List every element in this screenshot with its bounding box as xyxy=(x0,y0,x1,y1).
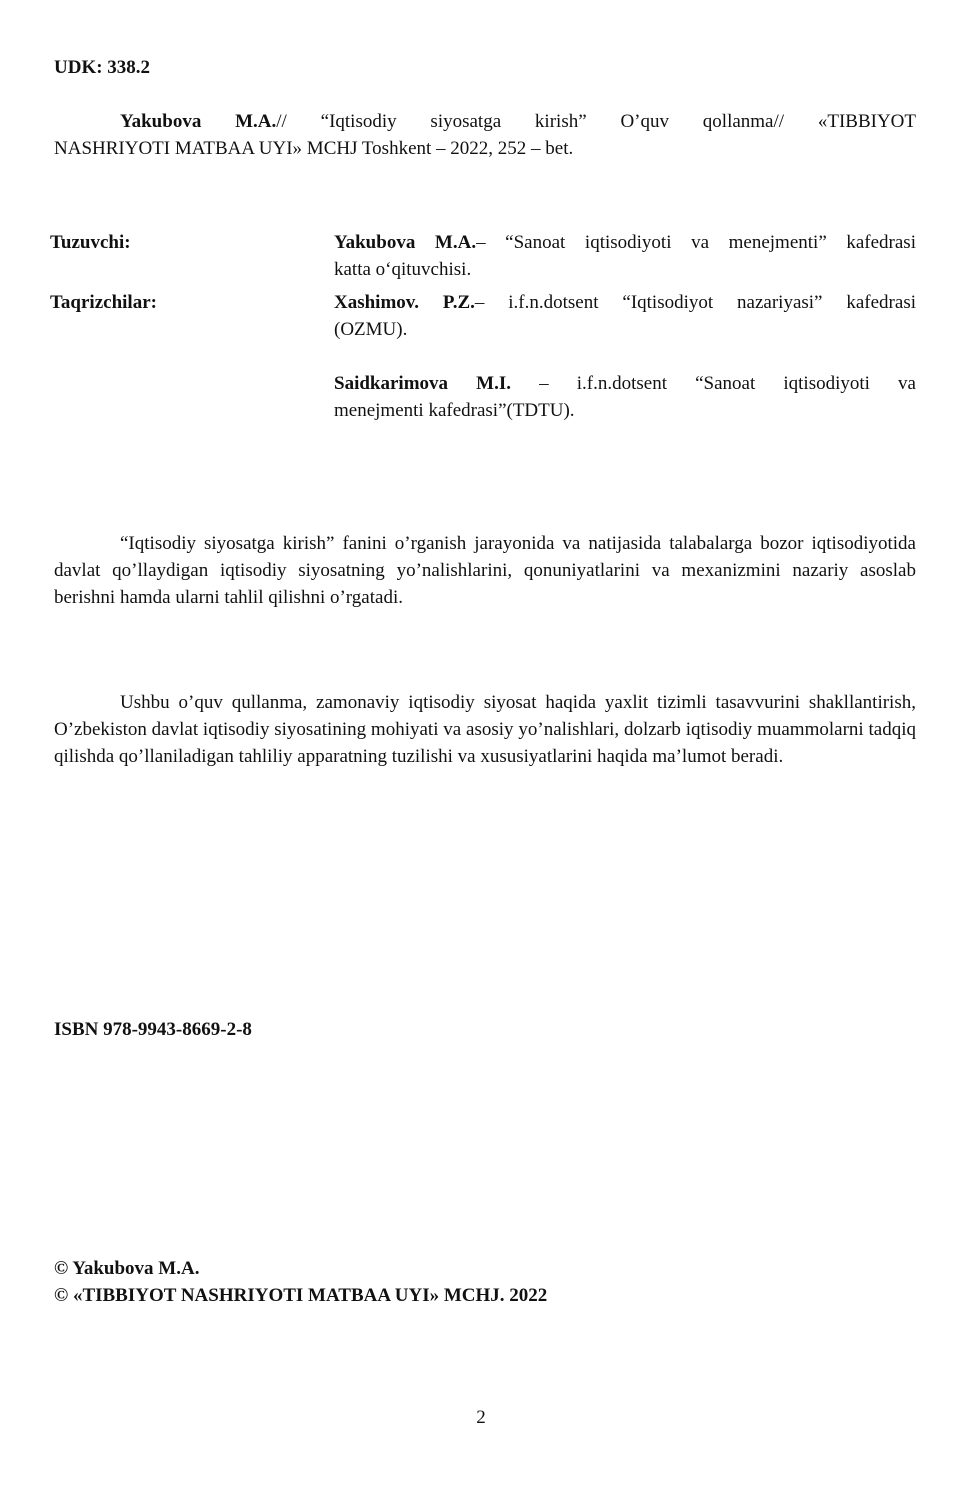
citation-line-2: NASHRIYOTI MATBAA UYI» MCHJ Toshkent – 2022, 252 – bet. xyxy=(54,138,574,159)
reviewer-2-name: Saidkarimova M.I. xyxy=(334,373,511,394)
compiler-name: Yakubova M.A. xyxy=(334,232,477,253)
reviewer-entry-2 xyxy=(334,370,916,424)
bibliographic-citation xyxy=(54,108,916,162)
citation-author: Yakubova M.A. xyxy=(120,111,277,132)
reviewer-1-affiliation: – i.f.n.dotsent “Iqtisodiyot nazariyasi” kafedrasi xyxy=(474,292,916,313)
copyright-author: © Yakubova M.A. xyxy=(54,1258,200,1279)
compiler-position: katta o‘qituvchisi. xyxy=(334,259,472,280)
citation-title: // “Iqtisodiy siyosatga kirish” O’quv qollanma// «TIBBIYOT xyxy=(276,111,916,132)
page-number: 2 xyxy=(476,1407,486,1428)
reviewer-2-affiliation: – i.f.n.dotsent “Sanoat iqtisodiyoti va xyxy=(510,373,916,394)
reviewer-1-name: Xashimov. P.Z. xyxy=(334,292,475,313)
compiler-affiliation: – “Sanoat iqtisodiyoti va menejmenti” kafedrasi xyxy=(476,232,916,253)
reviewer-entry-1 xyxy=(334,289,916,343)
udk-code: UDK: 338.2 xyxy=(54,57,151,78)
compiler-entry xyxy=(334,229,916,283)
compiler-line-1 xyxy=(334,229,916,256)
compiler-label: Tuzuvchi: xyxy=(50,232,131,253)
reviewer-1-line-1 xyxy=(334,289,916,316)
reviewers-label: Taqrizchilar: xyxy=(50,292,157,313)
isbn: ISBN 978-9943-8669-2-8 xyxy=(54,1019,252,1040)
citation-line-1 xyxy=(54,108,916,135)
reviewer-2-line-1 xyxy=(334,370,916,397)
annotation-paragraph-2: Ushbu o’quv qullanma, zamonaviy iqtisodiy siyosat haqida yaxlit tizimli tasavvurini shakllantirish, O’zbekiston davlat iqtisodiy siyosatining mohiyati va asosiy yo’nalishlari, dolzarb iqtisodiy muammolarni tadqiq qilishda qo’llaniladigan tahliliy apparatning tuzilishi va xususiyatlarini haqida ma’lumot beradi. xyxy=(54,692,916,767)
copyright-publisher: © «TIBBIYOT NASHRIYOTI MATBAA UYI» MCHJ. 2022 xyxy=(54,1285,548,1306)
annotation-paragraph-1: “Iqtisodiy siyosatga kirish” fanini o’rganish jarayonida va natijasida talabalarga bozor iqtisodiyotida davlat qo’llaydigan iqtisodiy siyosatning yo’nalishlarini, qonuniyatlarini va mexanizmini nazariy asoslab berishni hamda ularni tahlil qilishni o’rgatadi. xyxy=(54,533,916,608)
reviewer-1-institution: (OZMU). xyxy=(334,319,408,340)
reviewer-2-institution: menejmenti kafedrasi”(TDTU). xyxy=(334,400,575,421)
